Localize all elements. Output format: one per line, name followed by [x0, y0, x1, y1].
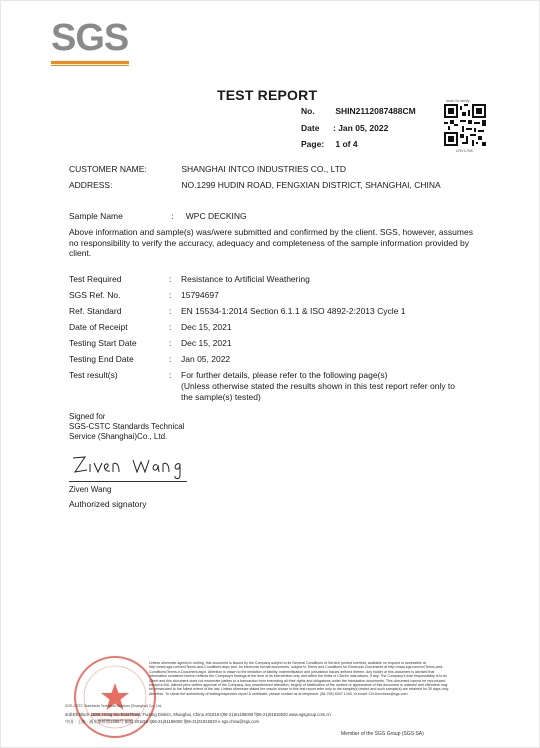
field-row [69, 274, 310, 284]
field-row [69, 322, 232, 332]
colon: : [169, 290, 172, 300]
report-date-value: Jan 05, 2022 [338, 123, 389, 133]
report-number-value: SHIN2112087488CM [335, 106, 416, 116]
sample-name-value: WPC DECKING [185, 211, 247, 221]
field-value: 15794697 [181, 290, 219, 300]
footer-disclaimer: Unless otherwise agreed in writing, this document is issued by the Company subject to its General Conditions of Service printed overleaf, available on request or accessible at http://www.sgs.com/en/Terms-and-Conditions.aspx and, for electronic format documents, subject to Terms and Conditions for Electronic Documents at http://www.sgs.com/en/Terms-and-Conditions/Terms-e-Document.aspx. Attention is drawn to the limitation of liability, indemnification and jurisdiction issues defined therein. Any holder of this document is advised that information contained hereon reflects the Company's findings at the time of its intervention only and within the limits of Client's instructions, if any. The Company's sole responsibility is to its Client and this document does not exonerate parties to a transaction from exercising all their rights and obligations under the transaction documents. This document cannot be reproduced except in full, without prior written approval of the Company. Any unauthorized alteration, forgery or falsification of the content or appearance of this document is unlawful and offenders may be prosecuted to the fullest extent of the law. Unless otherwise stated the results shown in this test report refer only to the sample(s) tested and such sample(s) are retained for 30 days only. Attention: To check the authenticity of testing/inspection report & certificate, please contact us at telephone: (86-755) 8307 1443, or email: CN.Doccheck@sgs.com [149, 661, 449, 696]
test-result-line1: For further details, please refer to the following page(s) [181, 370, 388, 380]
field-label: Ref. Standard [69, 306, 122, 316]
field-label: Date of Receipt [69, 322, 128, 332]
field-row [69, 306, 405, 316]
signature-line [69, 481, 187, 482]
field-row [69, 354, 230, 364]
signatory-company-line2: Service (Shanghai)Co., Ltd. [69, 432, 168, 441]
colon: : [169, 354, 172, 364]
qr-note: scan to verify [446, 98, 470, 103]
field-value: Resistance to Artificial Weathering [181, 274, 310, 284]
report-number [301, 106, 416, 116]
field-label: Testing End Date [69, 354, 134, 364]
field-value: Dec 15, 2021 [181, 338, 232, 348]
footer-address-en: 3rd/4th Block 1598, Hong Xiu East Road, Fudong District, Shanghai, China 201819 t(86-21)61196000 f(86-21)61915020 www.sgsgroup.com.cn [65, 712, 331, 717]
report-number-label: No. [301, 106, 315, 116]
report-date: Date : Jan 05, 2022 [301, 123, 389, 133]
field-label: SGS Ref. No. [69, 290, 121, 300]
report-page-value: 1 of 4 [335, 139, 358, 149]
test-result-label: Test result(s) [69, 370, 118, 380]
colon: : [169, 370, 172, 380]
signatory-role: Authorized signatory [69, 499, 147, 509]
signed-for-block [69, 412, 184, 442]
field-row [69, 290, 219, 300]
test-result-line3: the sample(s) tested) [181, 392, 261, 402]
address-value: NO.1299 HUDIN ROAD, FENGXIAN DISTRICT, SHANGHAI, CHINA [181, 180, 441, 190]
customer-name-row [69, 164, 346, 174]
client-statement: Above information and sample(s) was/were submitted and confirmed by the client. SGS, however, assumes no responsibility to verify the accuracy, adequacy and completeness of the sample information provided by client. [69, 227, 473, 258]
colon: : [169, 338, 172, 348]
logo-orange-line [51, 65, 129, 66]
company-seal-stamp [71, 653, 159, 741]
report-page-label: Page: [301, 139, 325, 149]
sample-name-label: Sample Name [69, 211, 123, 221]
field-value: EN 15534-1:2014 Section 6.1.1 & ISO 4892-2:2013 Cycle 1 [181, 306, 406, 316]
sgs-logo [51, 19, 131, 69]
signed-for: Signed for [69, 412, 106, 421]
colon: : [171, 211, 174, 221]
signatory-company-line1: SGS-CSTC Standards Technical [69, 422, 185, 431]
signatory-name: Ziven Wang [69, 485, 112, 494]
customer-name-label: CUSTOMER NAME: [69, 164, 147, 174]
customer-name-value: SHANGHAI INTCO INDUSTRIES CO., LTD [181, 164, 347, 174]
address-row [69, 180, 441, 190]
field-row [69, 338, 232, 348]
sample-name-row [69, 211, 247, 221]
colon: : [169, 274, 172, 284]
field-label: Testing Start Date [69, 338, 137, 348]
field-label: Test Required [69, 274, 122, 284]
test-result-row [69, 370, 387, 380]
member-of-sgs-group: Member of the SGS Group (SGS SA) [341, 731, 424, 737]
logo-orange-bar [51, 61, 129, 64]
colon: : [169, 306, 172, 316]
field-value: Jan 05, 2022 [181, 354, 231, 364]
stamp-caption: SGS-CSTC Standards Technical Services (Shanghai) Co., Ltd. [65, 704, 163, 708]
test-result-line2: (Unless otherwise stated the results shown in this test report refer only to [181, 381, 456, 391]
report-page-number [301, 139, 358, 149]
footer-address-cn: 中国 · 上海 · 浦东康桥路1598号 邮编 201819 t(86-21)61196000 f(86-21)61915020 e sgs.china@sgs.com [65, 719, 260, 724]
address-label: ADDRESS: [69, 180, 113, 190]
field-value: Dec 15, 2021 [181, 322, 232, 332]
colon: : [169, 322, 172, 332]
sgs-logo-text: SGS [51, 17, 129, 59]
report-date-label: Date [301, 123, 320, 133]
handwritten-signature [71, 450, 191, 480]
qr-caption: LRV1708 [456, 148, 473, 153]
qr-code-icon [444, 104, 486, 146]
report-title: TEST REPORT [217, 87, 318, 103]
